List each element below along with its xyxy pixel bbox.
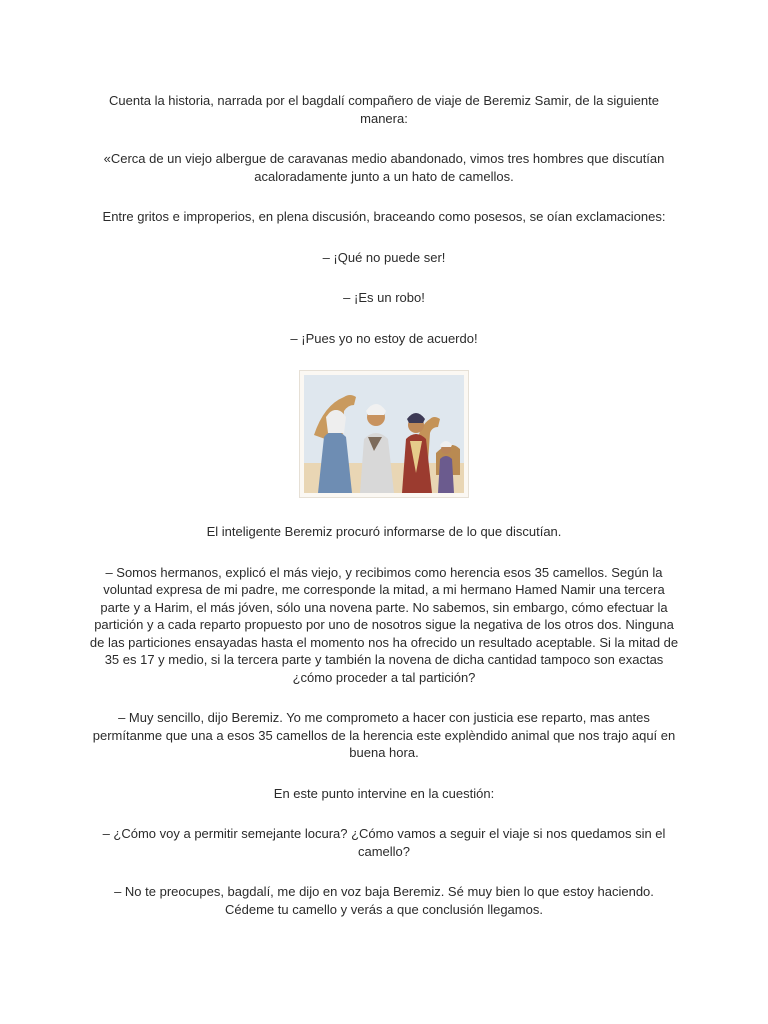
illustration-drawing bbox=[304, 375, 464, 493]
document-page bbox=[88, 92, 680, 941]
camel-merchants-illustration bbox=[299, 370, 469, 498]
paragraph-brothers-explanation: – Somos hermanos, explicó el más viejo, y recibimos como herencia esos 35 camellos. Según la voluntad expresa de mi padre, me corresponde la mitad, a mi hermano Hamed Namir una tercera parte y a Harim, el más jóven, sólo una novena parte. No sabemos, sin embargo, cómo efectuar la partición y a cada reparto propuesto por uno de nosotros sigue la negativa de los otros dos. Ninguna de las particiones ensayadas hasta el momento nos ha ofrecido un resultado aceptable. Si la mitad de 35 es 17 y medio, si la tercera parte y también la novena de dicha cantidad tampoco son exactas ¿cómo proceder a tal partición? bbox=[89, 564, 679, 685]
exclamation-1: – ¡Qué no puede ser! bbox=[322, 249, 446, 265]
paragraph-objection: – ¿Cómo voy a permitir semejante locura? ¿Cómo vamos a seguir el viaje si nos quedamos sin el camello? bbox=[102, 826, 666, 859]
paragraph-beremiz-inquiry: El inteligente Beremiz procuró informarse de lo que discutían. bbox=[206, 524, 562, 539]
exclamation-3: – ¡Pues yo no estoy de acuerdo! bbox=[290, 330, 478, 346]
paragraph-beremiz-offer: – Muy sencillo, dijo Beremiz. Yo me comprometo a hacer con justicia ese reparto, mas antes permítanme que una a esos 35 camellos de la herencia este explèndido animal que nos trajo aquí en buena hora. bbox=[92, 710, 676, 760]
paragraph-reassurance: – No te preocupes, bagdalí, me dijo en voz baja Beremiz. Sé muy bien lo que estoy haciendo. Cédeme tu camello y verás a que conclusión llegamos. bbox=[114, 884, 654, 917]
paragraph-shouts: Entre gritos e improperios, en plena discusión, braceando como posesos, se oían exclamaciones: bbox=[102, 209, 666, 224]
paragraph-intervention: En este punto intervine en la cuestión: bbox=[273, 785, 495, 801]
paragraph-caravan: «Cerca de un viejo albergue de caravanas medio abandonado, vimos tres hombres que discutían acaloradamente junto a un hato de camellos. bbox=[103, 151, 665, 184]
paragraph-intro: Cuenta la historia, narrada por el bagdalí compañero de viaje de Beremiz Samir, de la siguiente manera: bbox=[109, 93, 659, 126]
exclamation-2: – ¡Es un robo! bbox=[343, 290, 425, 305]
